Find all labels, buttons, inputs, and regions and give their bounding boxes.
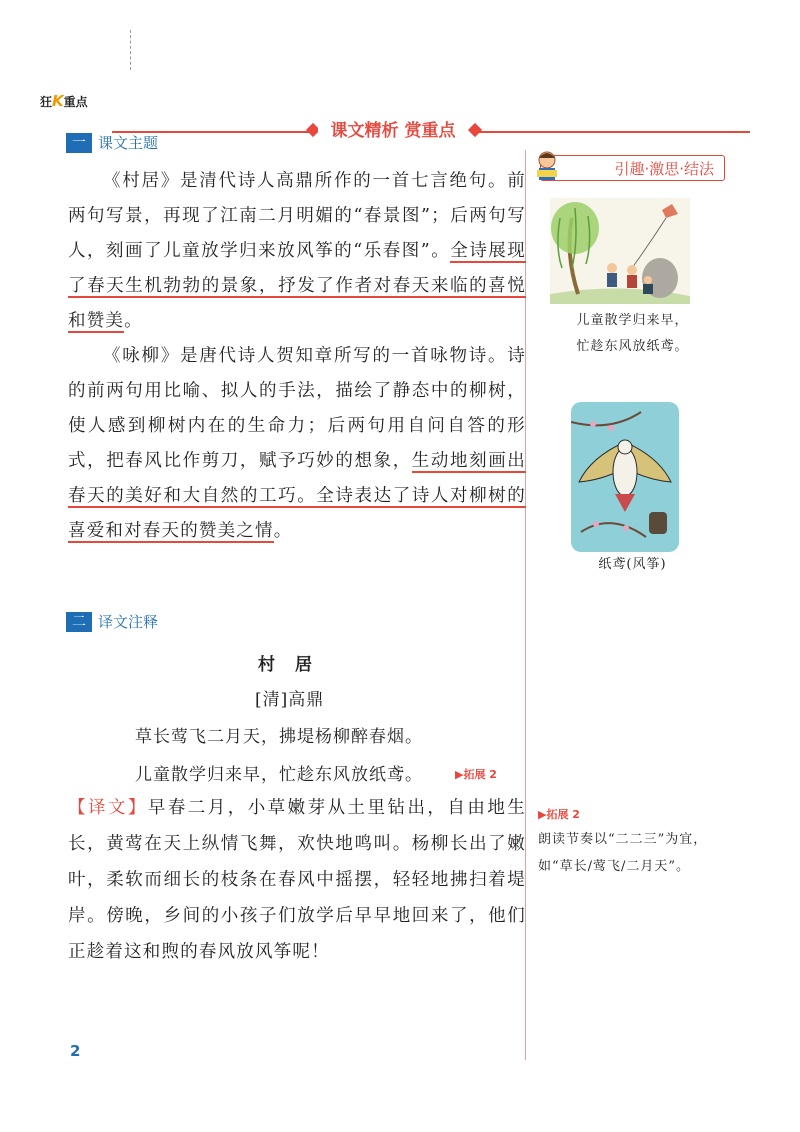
translation-body — [68, 790, 526, 970]
section-number: 二 — [66, 612, 92, 632]
section-title: 课文主题 — [98, 134, 159, 152]
paragraph-yongliu — [68, 339, 526, 549]
text-span: 《咏柳》是唐代诗人贺知章所写的一首咏物诗。诗的前两句用比喻、拟人的手法，描绘了静态中的柳树，使人感到柳树内在的生命力；后两句用自问自答的形式，把春风比作剪刀，赋予巧妙的想象， — [68, 346, 526, 471]
theme-body — [68, 164, 526, 549]
poem-author-name: 高鼎 — [288, 690, 325, 710]
header-diamond-right — [468, 123, 482, 137]
poem-title: 村居 — [258, 655, 332, 675]
translation-label: 【译文】 — [68, 798, 148, 818]
caption-line: 儿童散学归来早， — [576, 313, 689, 328]
brand-prefix: 狂 — [40, 95, 53, 109]
poem-line-1: 草长莺飞二月天，拂堤杨柳醉春烟。 — [135, 727, 423, 747]
underlined-text: 全诗展现了春天生机勃勃的景象，抒发了作者对春天来临的喜悦和赞美 — [68, 241, 526, 331]
section-heading-theme — [66, 132, 158, 153]
page-title: 课文精析 赏重点 — [318, 116, 468, 141]
poem-dynasty: [清] — [255, 690, 289, 710]
brand-suffix: 重点 — [63, 95, 88, 109]
text-span: 。 — [273, 521, 293, 541]
header-rule-right — [476, 131, 750, 133]
text-span: 。 — [124, 311, 143, 331]
paragraph-cunju — [68, 164, 526, 339]
children-flying-kite-illustration — [550, 198, 690, 304]
section-number: 一 — [66, 133, 92, 153]
translation-text: 早春二月，小草嫩芽从土里钻出，自由地生长，黄莺在天上纵情飞舞，欢快地鸣叫。杨柳长出了嫩叶，柔软而细长的枝条在春风中摇摆，轻轻地拂扫着堤岸。傍晚，乡间的小孩子们放学后早早地回来了，他们正趁着这和煦的春风放风筝呢！ — [68, 798, 526, 962]
extension-marker[interactable]: ▶拓展 2 — [455, 768, 497, 781]
section-heading-translation — [66, 611, 158, 632]
sidebar-heading — [540, 155, 725, 181]
underlined-text: 生动地刻画出春天的美好和大自然的工巧。全诗表达了诗人对柳树的喜爱和对春天的赞美之情 — [68, 451, 526, 541]
brand-k: K — [52, 92, 64, 110]
reading-boy-icon — [534, 150, 560, 182]
textbook-page — [40, 30, 750, 1110]
translation-paragraph — [68, 790, 526, 970]
sidebar-title: 引趣·激思·结法 — [614, 159, 714, 178]
paper-kite-illustration — [571, 402, 679, 552]
brand-logo — [40, 92, 88, 110]
page-number: 2 — [70, 1042, 81, 1060]
illustration-caption-2: 纸鸢(风筝) — [598, 557, 667, 572]
sidebar-extension-text: 朗读节奏以“二二三”为宜，如“草长/莺飞/二月天”。 — [538, 832, 708, 874]
poem-line-2: 儿童散学归来早，忙趁东风放纸鸢。 — [135, 765, 423, 785]
sidebar-extension-heading: ▶拓展 2 — [538, 808, 580, 821]
section-title: 译文注释 — [98, 613, 159, 631]
text-span: 《村居》是清代诗人高鼎所作的一首七言绝句。前两句写景，再现了江南二月明媚的“春景图”；后两句写人，刻画了儿童放学归来放风筝的“乐春图”。 — [68, 171, 526, 261]
corner-guide-line — [130, 30, 131, 70]
illustration-caption-1 — [540, 308, 725, 360]
poem-author — [255, 685, 324, 710]
caption-line: 忙趁东风放纸鸢。 — [576, 339, 689, 354]
